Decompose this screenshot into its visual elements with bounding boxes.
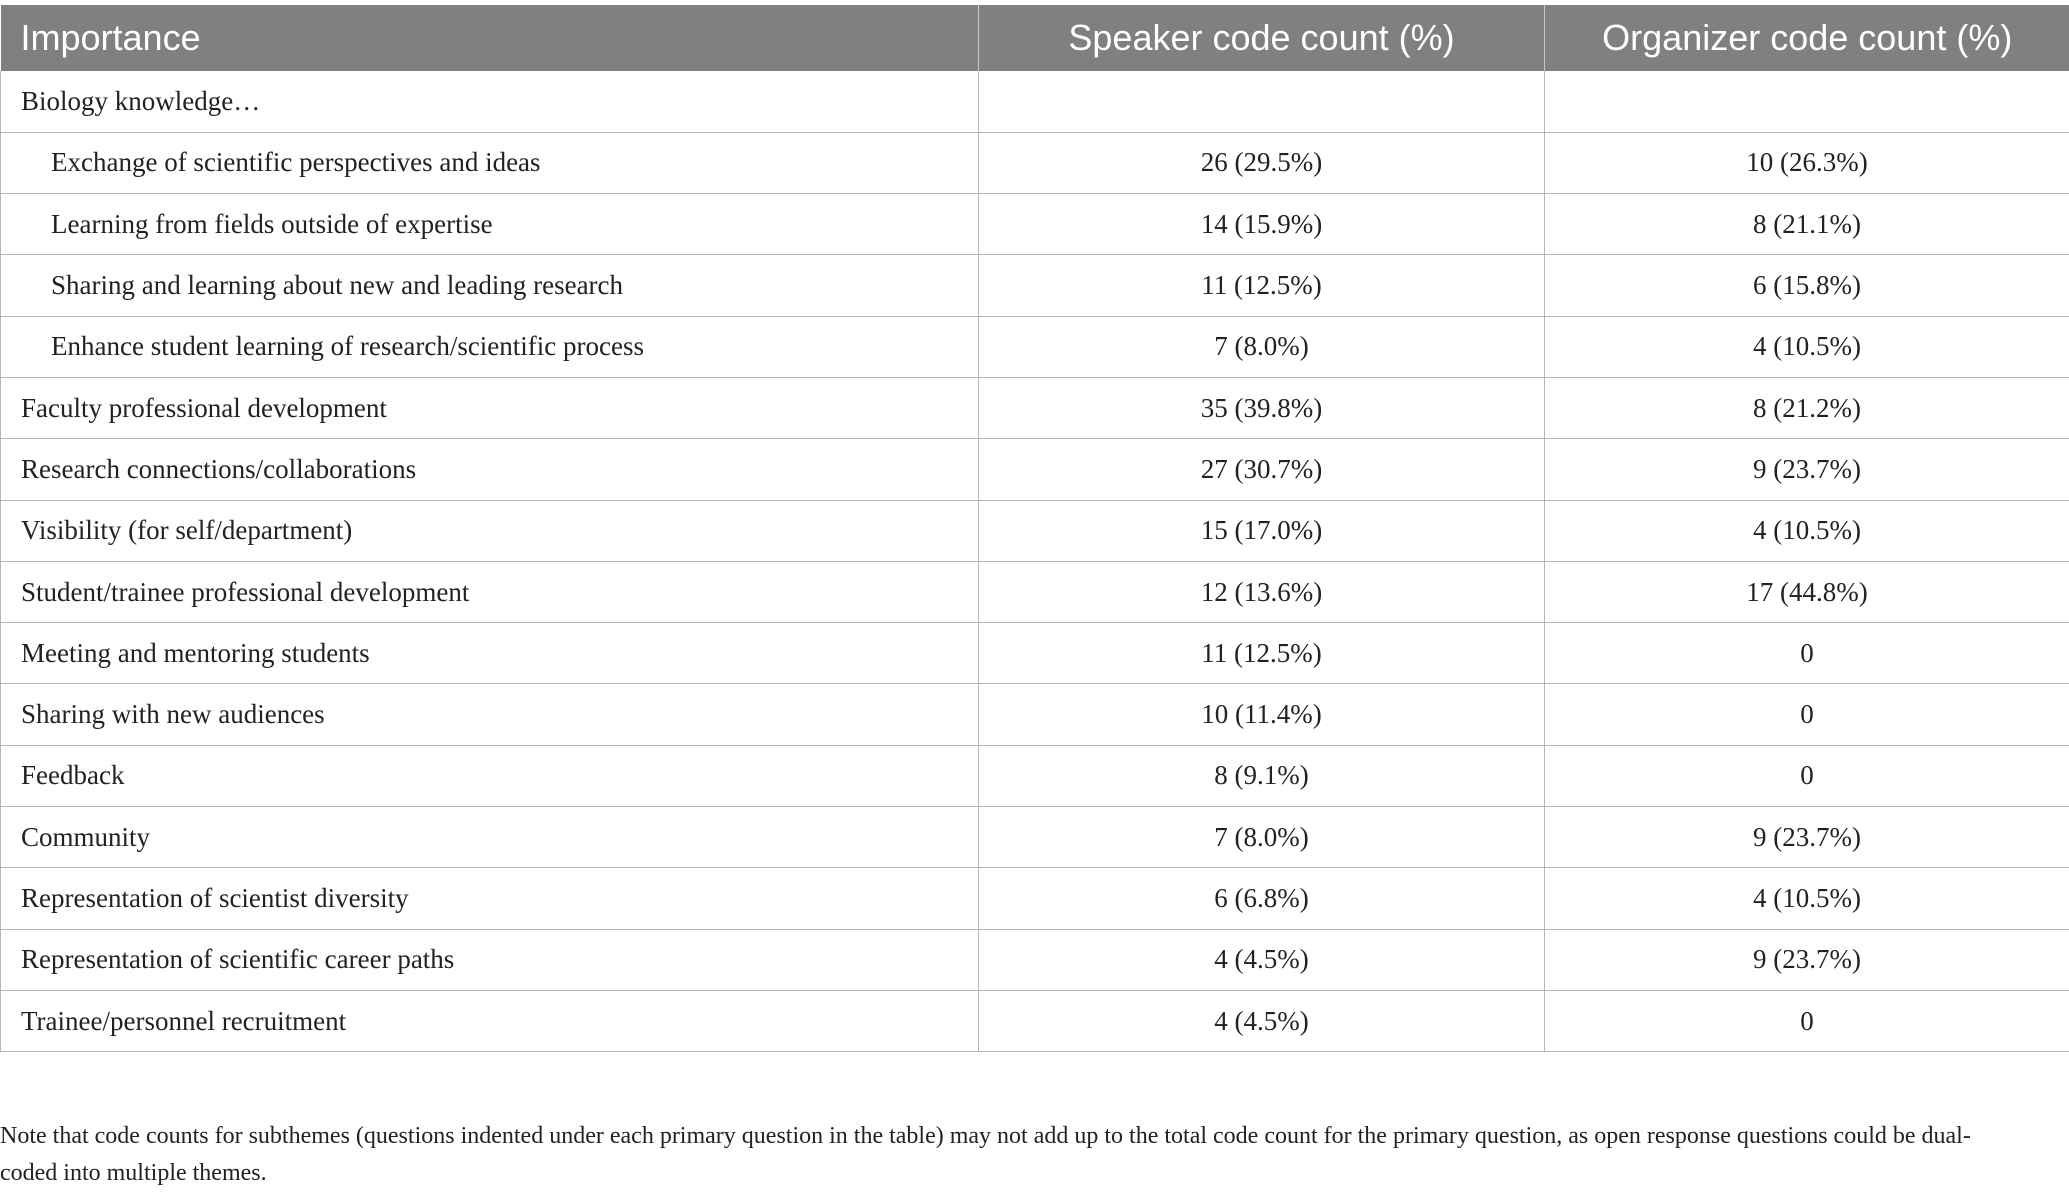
subtheme-label: Learning from fields outside of expertise <box>1 194 979 255</box>
speaker-count-cell: 6 (6.8%) <box>979 868 1545 929</box>
header-row <box>1 5 2069 71</box>
speaker-count-cell: 10 (11.4%) <box>979 684 1545 745</box>
table-body <box>1 71 2069 1052</box>
speaker-count-cell: 15 (17.0%) <box>979 500 1545 561</box>
theme-label: Community <box>1 807 979 868</box>
theme-label: Research connections/collaborations <box>1 439 979 500</box>
subtheme-label: Exchange of scientific perspectives and ideas <box>1 132 979 193</box>
theme-label: Faculty professional development <box>1 377 979 438</box>
theme-label: Representation of scientist diversity <box>1 868 979 929</box>
column-header-organizer: Organizer code count (%) <box>1602 17 2013 58</box>
column-header-importance: Importance <box>1 5 979 71</box>
speaker-count-cell: 4 (4.5%) <box>979 929 1545 990</box>
table-row <box>1 684 2069 745</box>
table-footnote: Note that code counts for subthemes (questions indented under each primary question in the table) may not add up to the total code count for the primary question, as open response questions could be dual-coded into multiple themes. <box>0 1123 1971 1186</box>
organizer-count-cell: 0 <box>1545 990 2069 1051</box>
speaker-count-cell: 4 (4.5%) <box>979 990 1545 1051</box>
table-row <box>1 868 2069 929</box>
speaker-count-cell: 11 (12.5%) <box>979 255 1545 316</box>
table-row <box>1 377 2069 438</box>
table-row <box>1 71 2069 132</box>
organizer-count-cell: 0 <box>1545 745 2069 806</box>
organizer-count-cell: 4 (10.5%) <box>1545 500 2069 561</box>
organizer-count-cell <box>1545 71 2069 132</box>
organizer-count-cell: 0 <box>1545 684 2069 745</box>
organizer-count-cell: 6 (15.8%) <box>1545 255 2069 316</box>
table-row <box>1 561 2069 622</box>
table-row <box>1 194 2069 255</box>
organizer-count-cell: 9 (23.7%) <box>1545 439 2069 500</box>
table-row <box>1 929 2069 990</box>
organizer-count-cell: 4 (10.5%) <box>1545 868 2069 929</box>
importance-table <box>0 5 2069 1052</box>
table-container <box>0 5 2069 1052</box>
organizer-count-cell: 17 (44.8%) <box>1545 561 2069 622</box>
speaker-count-cell: 27 (30.7%) <box>979 439 1545 500</box>
speaker-count-cell: 14 (15.9%) <box>979 194 1545 255</box>
speaker-count-cell: 7 (8.0%) <box>979 316 1545 377</box>
table-row <box>1 990 2069 1051</box>
organizer-count-cell: 10 (26.3%) <box>1545 132 2069 193</box>
theme-label: Student/trainee professional development <box>1 561 979 622</box>
subtheme-label: Sharing and learning about new and leading research <box>1 255 979 316</box>
table-row <box>1 132 2069 193</box>
speaker-count-cell <box>979 71 1545 132</box>
organizer-count-cell: 9 (23.7%) <box>1545 807 2069 868</box>
theme-label: Meeting and mentoring students <box>1 623 979 684</box>
organizer-count-cell: 8 (21.1%) <box>1545 194 2069 255</box>
column-header-speaker: Speaker code count (%) <box>979 5 1545 71</box>
speaker-count-cell: 11 (12.5%) <box>979 623 1545 684</box>
table-row <box>1 500 2069 561</box>
theme-label: Representation of scientific career paths <box>1 929 979 990</box>
table-header <box>1 5 2069 71</box>
theme-label: Visibility (for self/department) <box>1 500 979 561</box>
subtheme-label: Enhance student learning of research/scientific process <box>1 316 979 377</box>
speaker-count-cell: 7 (8.0%) <box>979 807 1545 868</box>
theme-label: Trainee/personnel recruitment <box>1 990 979 1051</box>
theme-label: Biology knowledge… <box>1 71 979 132</box>
table-row <box>1 745 2069 806</box>
theme-label: Sharing with new audiences <box>1 684 979 745</box>
speaker-count-cell: 26 (29.5%) <box>979 132 1545 193</box>
speaker-count-cell: 8 (9.1%) <box>979 745 1545 806</box>
table-row <box>1 623 2069 684</box>
organizer-count-cell: 4 (10.5%) <box>1545 316 2069 377</box>
speaker-count-cell: 12 (13.6%) <box>979 561 1545 622</box>
table-row <box>1 316 2069 377</box>
organizer-count-cell: 9 (23.7%) <box>1545 929 2069 990</box>
table-row <box>1 255 2069 316</box>
theme-label: Feedback <box>1 745 979 806</box>
speaker-count-cell: 35 (39.8%) <box>979 377 1545 438</box>
table-row <box>1 439 2069 500</box>
table-row <box>1 807 2069 868</box>
organizer-count-cell: 8 (21.2%) <box>1545 377 2069 438</box>
organizer-count-cell: 0 <box>1545 623 2069 684</box>
